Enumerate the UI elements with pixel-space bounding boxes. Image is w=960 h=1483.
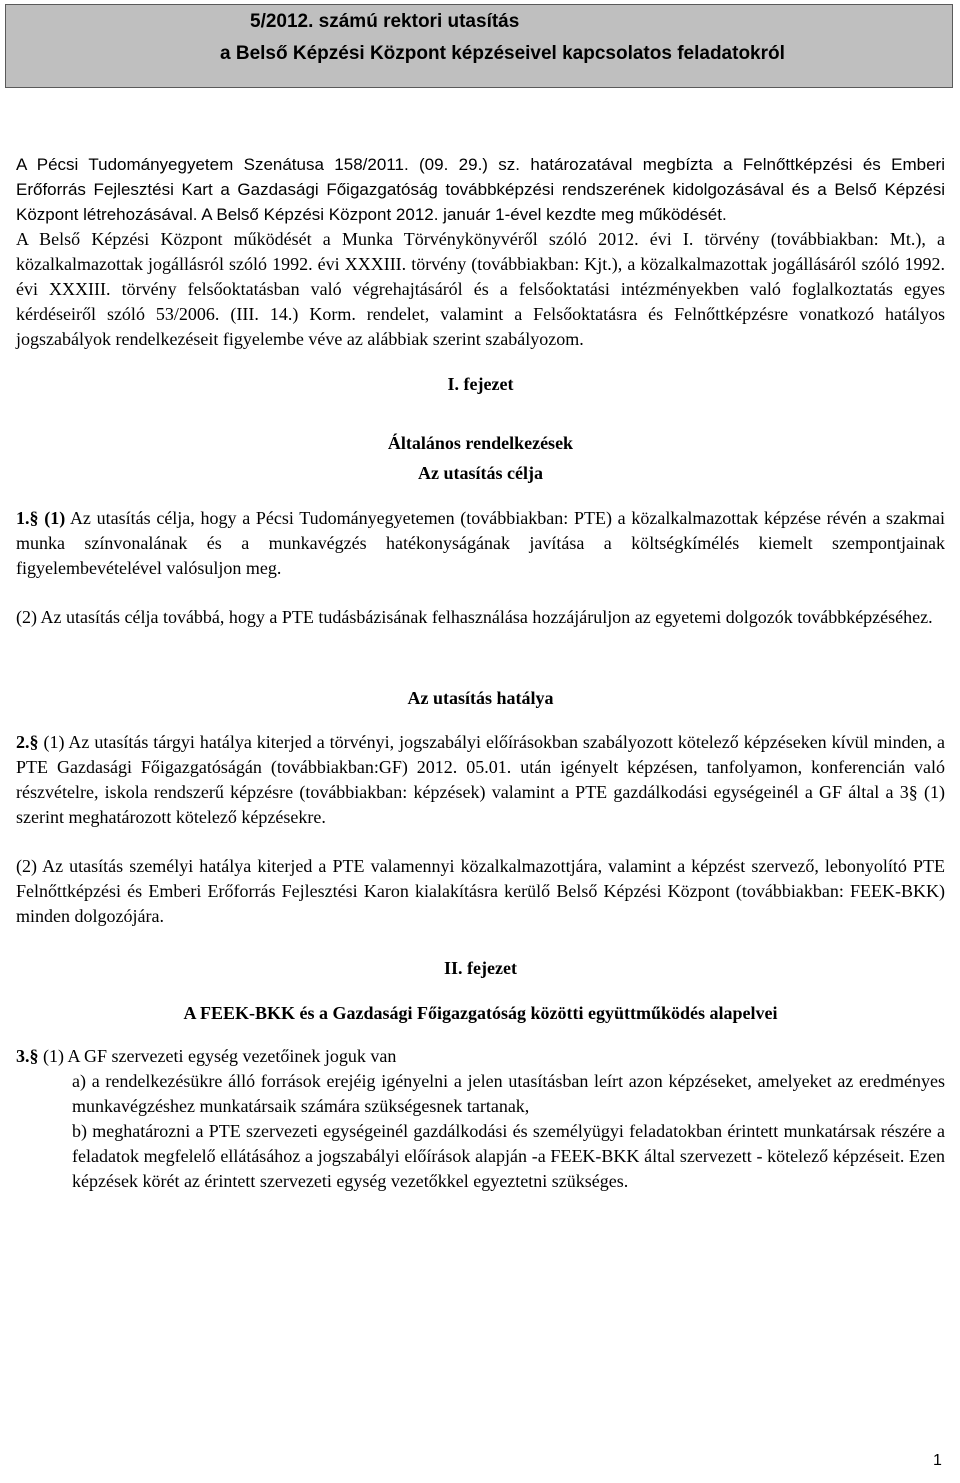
intro-paragraph-2: A Belső Képzési Központ működését a Munka Törvénykönyvéről szóló 2012. évi I. törvény (továbbiakban: Mt.), a közalkalmazottak jogállásról szóló 1992. évi XXXIII. törvény (továbbiakban: Kjt.), a közalkalmazottak jogállásáról szóló 1992. évi XXXIII. törvény felsőoktatásban való végrehajtásáról és a felsőoktatási intézményekben való foglalkoztatás egyes kérdéseiről szóló 53/2006. (III. 14.) Korm. rendelet, valamint a Felsőoktatásra és Felnőttképzésre vonatkozó hatályos jogszabályok rendelkezéseit figyelembe véve az alábbiak szerint szabályozom. — [16, 229, 945, 349]
document-title-line-1: 5/2012. számú rektori utasítás — [250, 11, 520, 32]
chapter-1-title: I. fejezet — [447, 374, 514, 394]
section-3-item-b: b) meghatározni a PTE szervezeti egységeinél gazdálkodási és személyügyi feladatokban érintett munkatársak részére a feladatok megfelelő ellátásához a jogszabályi előírások alapján -a FEEK-BKK által szervezett - kötelező képzéseit. Ezen képzések körét az érintett szervezeti egység vezetőkkel egyeztetni szükséges. — [72, 1121, 945, 1191]
section-3-number: 3.§ — [16, 1046, 39, 1066]
section-3-paragraph-1 — [16, 1044, 945, 1069]
section-3-paragraph-1-text: (1) A GF szervezeti egység vezetőinek joguk van — [43, 1046, 397, 1066]
document-title-line-2: a Belső Képzési Központ képzéseivel kapcsolatos feladatokról — [220, 43, 785, 64]
section-2-paragraph-2: (2) Az utasítás személyi hatálya kiterjed a PTE valamennyi közalkalmazottjára, valamint a képzést szervező, lebonyolító PTE Felnőttképzési és Emberi Erőforrás Fejlesztési Karon kialakításra kerülő Belső Képzési Központ (továbbiakban: FEEK-BKK) minden dolgozójára. — [16, 856, 945, 926]
document-title-box — [5, 4, 953, 88]
section-scope-title: Az utasítás hatálya — [407, 688, 554, 708]
section-1-paragraph-1-lead: (1) — [44, 508, 66, 528]
chapter-2-subtitle: A FEEK-BKK és a Gazdasági Főigazgatóság közötti együttműködés alapelvei — [183, 1003, 778, 1023]
document-body — [16, 152, 945, 1194]
section-2-paragraph-1 — [16, 730, 945, 830]
section-1-number: 1.§ — [16, 508, 39, 528]
intro-paragraph-1: A Pécsi Tudományegyetem Szenátusa 158/2011. (09. 29.) sz. határozatával megbízta a Felnőttképzési és Emberi Erőforrás Fejlesztési Kart a Gazdasági Főigazgatóság továbbképzési rendszerének kidolgozásával és a Belső Képzési Központ létrehozásával. A Belső Képzési Központ 2012. január 1-ével kezdte meg működését. — [16, 155, 945, 224]
chapter-2-title: II. fejezet — [444, 958, 517, 978]
section-2-number: 2.§ — [16, 732, 39, 752]
section-purpose-title: Az utasítás célja — [418, 463, 543, 483]
chapter-1-subtitle: Általános rendelkezések — [387, 433, 574, 453]
page-number: 1 — [933, 1452, 942, 1469]
section-1-paragraph-1 — [16, 506, 945, 581]
section-3-item-a: a) a rendelkezésükre álló források erejéig igényelni a jelen utasításban leírt azon képzéseket, amelyeket az eredményes munkavégzéshez munkatársaik számára szükségesnek tartanak, — [72, 1071, 945, 1116]
section-1-paragraph-2: (2) Az utasítás célja továbbá, hogy a PTE tudásbázisának felhasználása hozzájáruljon az egyetemi dolgozók továbbképzéséhez. — [16, 607, 933, 627]
section-2-paragraph-1-text: (1) Az utasítás tárgyi hatálya kiterjed a törvényi, jogszabályi előírásokban szabályozott kötelező képzéseken kívül minden, a PTE Gazdasági Főigazgatóságán (továbbiakban:GF) 2012. 05.01. után igényelt képzésen, tanfolyamon, konferencián való részvételre, iskola rendszerű képzésre (továbbiakban: képzések) valamint a PTE gazdálkodási egységeinél a GF által a 3§ (1) szerint meghatározott kötelező képzésekre. — [16, 732, 945, 827]
section-1-paragraph-1-text: Az utasítás célja, hogy a Pécsi Tudományegyetemen (továbbiakban: PTE) a közalkalmazottak képzése révén a szakmai munka színvonalának és a munkavégzés hatékonyságának javítása a költségkímélés kiemelt szempontjainak figyelembevételével valósuljon meg. — [16, 508, 946, 578]
